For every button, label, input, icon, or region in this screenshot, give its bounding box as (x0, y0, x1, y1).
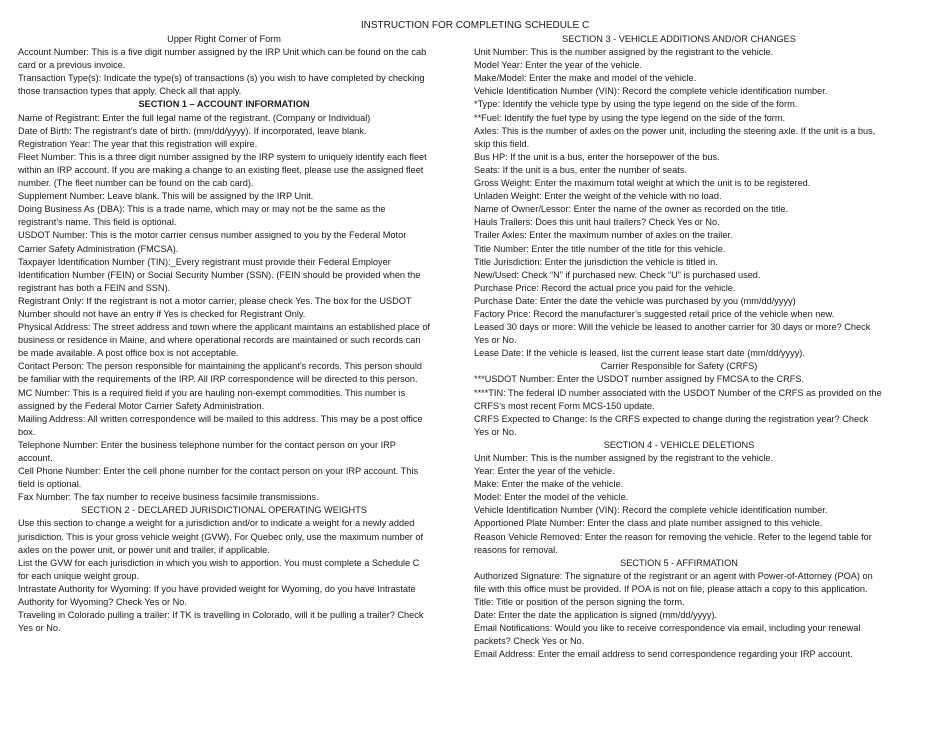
instruction-paragraph: Hauls Trailers: Does this unit haul trailers? Check Yes or No. (474, 217, 720, 228)
instruction-paragraph: Leased 30 days or more: Will the vehicle be leased to another carrier for 30 days or more? Check Yes or No. (474, 322, 871, 346)
instruction-paragraph: Date of Birth: The registrant’s date of birth. (mm/dd/yyyy). If incorporated, leave blank. (18, 125, 367, 136)
instruction-paragraph: Purchase Price: Record the actual price you paid for the vehicle. (474, 282, 736, 293)
instruction-paragraph: Vehicle Identification Number (VIN): Record the complete vehicle identification number. (474, 505, 828, 516)
instruction-paragraph: Unit Number: This is the number assigned by the registrant to the vehicle. (474, 453, 774, 463)
instruction-paragraph: Purchase Date: Enter the date the vehicle was purchased by you (mm/dd/yyyy) (474, 295, 796, 306)
instruction-paragraph: Unit Number: This is the number assigned by the registrant to the vehicle. (474, 47, 774, 58)
instruction-paragraph: Transaction Type(s): Indicate the type(s) of transactions (s) you wish to have completed by checking those transaction types that apply. Check all that apply. (18, 73, 425, 97)
section-heading: SECTION 5 - AFFIRMATION (620, 557, 738, 568)
instruction-paragraph: Telephone Number: Enter the business telephone number for the contact person on your IRP account. (18, 439, 396, 463)
instruction-paragraph: **Fuel: Identify the fuel type by using the type legend on the side of the form. (474, 112, 786, 123)
instruction-paragraph: Mailing Address: All written correspondence will be mailed to this address. This may be a post office box. (18, 413, 423, 437)
section-heading: SECTION 3 - VEHICLE ADDITIONS AND/OR CHANGES (562, 34, 796, 44)
instruction-paragraph: Title Jurisdiction: Enter the jurisdiction the vehicle is titled in. (474, 256, 718, 267)
instruction-paragraph: Year: Enter the year of the vehicle. (474, 466, 615, 477)
instruction-paragraph: Model Year: Enter the year of the vehicle. (474, 60, 643, 71)
instruction-paragraph: Use this section to change a weight for a jurisdiction and/or to indicate a weight for a newly added jurisdiction. This is your gross vehicle weight (GVW). For Quebec only, use the maximum number of axles on the power unit, or power unit and trailer, if applicable. (18, 518, 424, 555)
section-heading: Carrier Responsible for Safety (CRFS) (600, 361, 758, 372)
instruction-paragraph: Bus HP: If the unit is a bus, enter the horsepower of the bus. (474, 151, 720, 162)
instruction-paragraph: Doing Business As (DBA): This is a trade name, which may or may not be the same as the registrant’s name. This field is optional. (18, 204, 386, 228)
instruction-paragraph: List the GVW for each jurisdiction in which you wish to apportion. You must complete a Schedule C for each unique weight group. (18, 557, 420, 581)
instruction-paragraph: Date: Enter the date the application is signed (mm/dd/yyyy). (474, 610, 718, 621)
instruction-paragraph: Trailer Axles: Enter the maximum number of axles on the trailer. (474, 230, 733, 241)
instruction-paragraph: Fleet Number: This is a three digit number assigned by the IRP system to uniquely identify each fleet within an IRP account. If you are making a change to an existing fleet, please use the assigned fleet number. (The fleet number can be found on the cab card). (18, 151, 427, 189)
instruction-paragraph: Axles: This is the number of axles on the power unit, including the steering axle. If the unit is a bus, skip this field. (474, 125, 876, 149)
instruction-paragraph: CRFS Expected to Change: Is the CRFS expected to change during the registration year? Check Yes or No. (474, 413, 869, 437)
instruction-paragraph: Fax Number: The fax number to receive business facsimile transmissions. (18, 492, 319, 503)
instruction-paragraph: Make: Enter the make of the vehicle. (474, 479, 624, 490)
instruction-paragraph: Supplement Number: Leave blank. This will be assigned by the IRP Unit. (18, 191, 314, 202)
instruction-paragraph: Name of Owner/Lessor: Enter the name of the owner as recorded on the title. (474, 204, 789, 215)
instruction-paragraph: Gross Weight: Enter the maximum total weight at which the unit is to be registered. (474, 178, 811, 189)
instruction-paragraph: Name of Registrant: Enter the full legal name of the registrant. (Company or Individual) (18, 112, 371, 123)
left-column (18, 33, 430, 635)
instruction-paragraph: Authorized Signature: The signature of the registrant or an agent with Power-of-Attorney (POA) on file with this office must be provided. If POA is not on file, please attach a copy to this application. (474, 570, 873, 594)
section-heading: Upper Right Corner of Form (167, 34, 281, 44)
instruction-paragraph: Cell Phone Number: Enter the cell phone number for the contact person on your IRP account. This field is optional. (18, 466, 419, 490)
section-heading: SECTION 4 - VEHICLE DELETIONS (603, 439, 755, 450)
instruction-paragraph: Apportioned Plate Number: Enter the class and plate number assigned to this vehicle. (474, 518, 823, 529)
instruction-paragraph: Email Address: Enter the email address to send correspondence regarding your IRP account. (474, 649, 853, 660)
instruction-paragraph: Taxpayer Identification Number (TIN):_Every registrant must provide their Federal Employer Identification Number (FEIN) or Social Security Number (SSN). (FEIN should be provided when the registrant has both a FEIN and SSN). (18, 256, 421, 293)
instruction-paragraph: Lease Date: If the vehicle is leased, list the current lease start date (mm/dd/yyyy). (474, 348, 805, 359)
instruction-paragraph: Title: Title or position of the person signing the form. (474, 597, 685, 608)
instruction-paragraph: Vehicle Identification Number (VIN): Record the complete vehicle identification number. (474, 86, 828, 97)
instruction-paragraph: Registration Year: The year that this registration will expire. (18, 138, 258, 149)
right-column (474, 33, 884, 662)
instruction-paragraph: Unladen Weight: Enter the weight of the vehicle with no load. (474, 191, 722, 202)
section-heading: SECTION 1 – ACCOUNT INFORMATION (138, 99, 310, 110)
instruction-paragraph: Factory Price: Record the manufacturer’s suggested retail price of the vehicle when new. (474, 308, 835, 319)
instruction-paragraph: Account Number: This is a five digit number assigned by the IRP Unit which can be found on the cab card or a previous invoice. (18, 47, 427, 71)
section-heading: SECTION 2 - DECLARED JURISDICTIONAL OPERATING WEIGHTS (81, 505, 367, 516)
instruction-paragraph: Contact Person: The person responsible for maintaining the applicant’s records. This person should be familiar with the requirements of the IRP. All IRP correspondence will be directed to this person. (18, 361, 422, 385)
instruction-paragraph: Reason Vehicle Removed: Enter the reason for removing the vehicle. Refer to the legend table for reasons for removal. (474, 531, 872, 555)
instruction-paragraph: Email Notifications: Would you like to receive correspondence via email, including your renewal packets? Check Yes or No. (474, 623, 861, 647)
instruction-paragraph: Model: Enter the model of the vehicle. (474, 492, 629, 503)
instruction-paragraph: Intrastate Authority for Wyoming: If you have provided weight for Wyoming, do you have Intrastate Authority for Wyoming? Check Yes or No. (18, 583, 416, 608)
instruction-paragraph: *Type: Identify the vehicle type by using the type legend on the side of the form. (474, 99, 798, 110)
instruction-paragraph: MC Number: This is a required field if you are hauling non-exempt commodities. This number is assigned by the Federal Motor Carrier Safety Administration. (18, 387, 406, 411)
instruction-paragraph: New/Used: Check “N” if purchased new. Check “U” is purchased used. (474, 269, 761, 280)
instruction-paragraph: Title Number: Enter the title number of the title for this vehicle. (474, 243, 726, 254)
instruction-paragraph: Traveling in Colorado pulling a trailer: If TK is travelling in Colorado, will it be pulling a trailer? Check Yes or No. (18, 610, 424, 634)
instruction-paragraph: Physical Address: The street address and town where the applicant maintains an established place of business or residence in Maine, and where operational records are maintained or such records can be made available. A post office box is not acceptable. (18, 322, 430, 359)
instruction-paragraph: ****TIN: The federal ID number associated with the USDOT Number of the CRFS as provided on the CRFS’s most recent Form MCS-150 update. (474, 387, 882, 411)
document-title: INSTRUCTION FOR COMPLETING SCHEDULE C (360, 20, 590, 31)
instruction-paragraph: ***USDOT Number: Enter the USDOT number assigned by FMCSA to the CRFS. (474, 374, 805, 385)
instruction-paragraph: USDOT Number: This is the motor carrier census number assigned to you by the Federal Motor Carrier Safety Administration (FMCSA). (18, 230, 407, 254)
instruction-paragraph: Registrant Only: If the registrant is not a motor carrier, please check Yes. The box for the USDOT Number should not have an entry if Yes is checked for Registrant Only. (18, 295, 412, 319)
instruction-paragraph: Make/Model: Enter the make and model of the vehicle. (474, 73, 697, 84)
instruction-paragraph: Seats: If the unit is a bus, enter the number of seats. (474, 164, 687, 175)
